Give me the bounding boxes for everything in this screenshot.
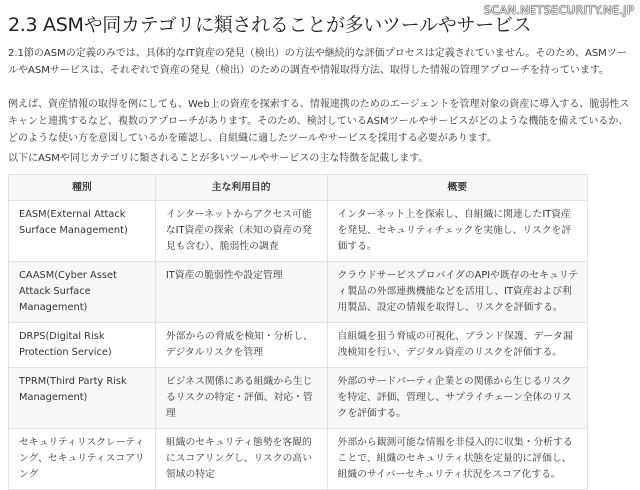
table-header-row xyxy=(9,175,588,201)
comparison-table xyxy=(8,174,588,490)
table-lead-paragraph: 以下にASMや同じカテゴリに類されることが多いツールやサービスの主な特徴を記載します。 xyxy=(8,153,429,164)
cell-overview: 外部のサードパーティ企業との関係から生じるリスクを特定、評価、管理し、サプライチェーン全体のリスクを評価する。 xyxy=(327,368,587,429)
cell-overview: インターネット上を探索し、自組織に関連したIT資産を発見、セキュリティチェックを実施し、リスクを評価する。 xyxy=(327,201,587,262)
table-row xyxy=(9,368,588,429)
cell-type: DRPS(Digital Risk Protection Service) xyxy=(9,323,156,368)
cell-purpose: IT資産の脆弱性や設定管理 xyxy=(155,262,327,323)
table-row xyxy=(9,323,588,368)
header-overview: 概要 xyxy=(327,175,587,201)
table-row xyxy=(9,262,588,323)
cell-purpose: インターネットからアクセス可能なIT資産の探索（未知の資産の発見も含む）、脆弱性の調査 xyxy=(155,201,327,262)
cell-overview: クラウドサービスプロバイダのAPIや既存のセキュリティ製品の外部連携機能などを活用し、IT資産および利用製品、設定の情報を取得し、リスクを評価する。 xyxy=(327,262,587,323)
cell-purpose: ビジネス関係にある組織から生じるリスクの特定・評価、対応・管理 xyxy=(155,368,327,429)
section-title: 2.3 ASMや同カテゴリに類されることが多いツールやサービス xyxy=(8,14,532,36)
table-row xyxy=(9,201,588,262)
cell-purpose: 組織のセキュリティ態勢を客観的にスコアリングし、リスクの高い領域の特定 xyxy=(155,429,327,490)
cell-type: EASM(External Attack Surface Management) xyxy=(9,201,156,262)
cell-purpose: 外部からの脅威を検知・分析し、デジタルリスクを管理 xyxy=(155,323,327,368)
cell-type: CAASM(Cyber Asset Attack Surface Management) xyxy=(9,262,156,323)
cell-type: TPRM(Third Party Risk Management) xyxy=(9,368,156,429)
example-paragraph: 例えば、資産情報の取得を例にしても、Web上の資産を探索する、情報連携のためのエージェントを管理対象の資産に導入する、脆弱性スキャンと連携するなど、複数のアプローチがあります。そのため、検討しているASMツールやサービスがどのような機能を備えているか、どのような使い方を意図しているかを確認し、自組織に適したツールやサービスを採用する必要があります。 xyxy=(8,99,630,144)
intro-paragraph: 2.1節のASMの定義のみでは、具体的なIT資産の発見（検出）の方法や継続的な評価プロセスは定義されていません。そのため、ASMツールやASMサービスは、それぞれで資産の発見（検出）のための調査や情報取得方法、取得した情報の管理アプローチを持っています。 xyxy=(8,48,627,76)
cell-overview: 自組織を狙う脅威の可視化、ブランド保護、データ漏洩検知を行い、デジタル資産のリスクを評価する。 xyxy=(327,323,587,368)
header-type: 種別 xyxy=(9,175,156,201)
site-watermark: SCAN.NETSECURITY.NE.JP xyxy=(483,3,634,17)
header-purpose: 主な利用目的 xyxy=(155,175,327,201)
table-row xyxy=(9,429,588,490)
cell-overview: 外部から観測可能な情報を非侵入的に収集・分析することで、組織のセキュリティ状態を定量的に評価し、組織のサイバーセキュリティ状況をスコア化する。 xyxy=(327,429,587,490)
cell-type: セキュリティリスクレーティング、セキュリティスコアリング xyxy=(9,429,156,490)
